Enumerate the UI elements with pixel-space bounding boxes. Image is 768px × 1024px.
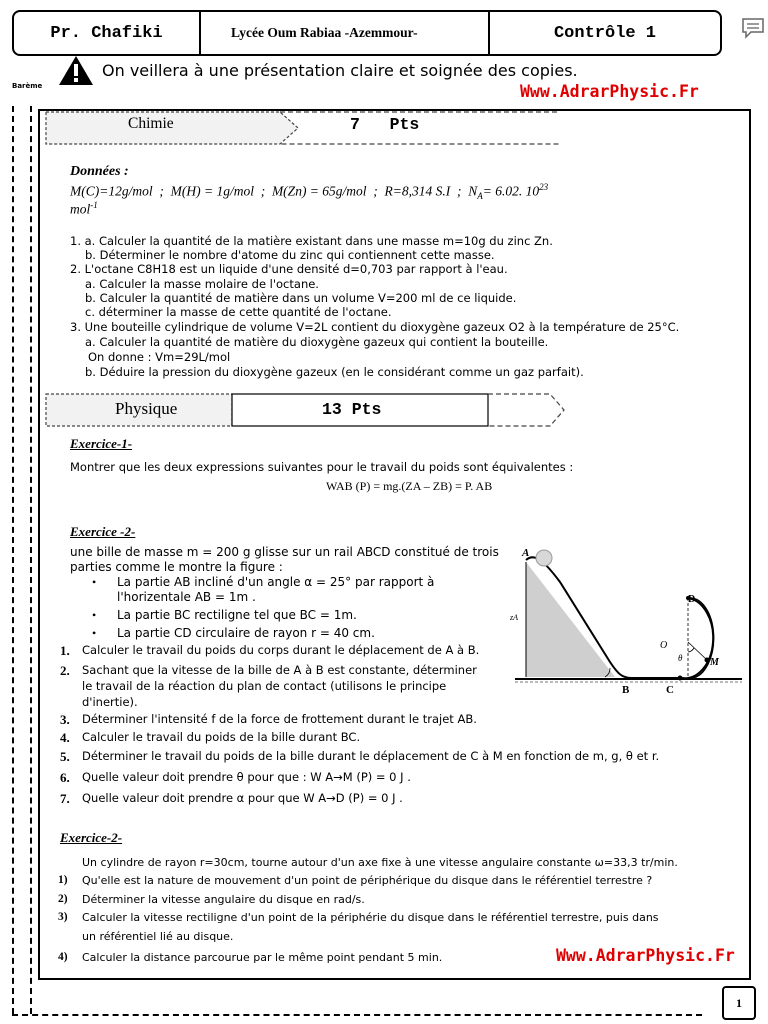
ex2-question: Quelle valeur doit prendre α pour que W A→D (P) = 0 J . — [82, 791, 403, 805]
chimie-q2a: a. Calculer la masse molaire de l'octane. — [85, 277, 319, 291]
figure-label-za: zA — [510, 613, 518, 622]
ex2-question: Calculer le travail du poids du corps durant le déplacement de A à B. — [82, 643, 480, 657]
ex2-intro: parties comme le montre la figure : — [70, 560, 283, 574]
ex1-title: Exercice-1- — [70, 436, 133, 451]
figure-label-c: C — [666, 684, 674, 696]
q-number: 1. — [60, 643, 70, 658]
header-box — [12, 10, 722, 56]
figure-label-b: B — [622, 684, 630, 696]
notice-text: On veillera à une présentation claire et soignée des copies. — [102, 61, 578, 80]
ex2-bullet: La partie CD circulaire de rayon r = 40 cm. — [117, 626, 375, 640]
ex3-question: Déterminer la vitesse angulaire du disque en rad/s. — [82, 893, 365, 906]
ex2-intro: une bille de masse m = 200 g glisse sur un rail ABCD constitué de trois — [70, 545, 499, 559]
donnees-title: Données : — [70, 164, 129, 179]
ex2-bullet: La partie BC rectiligne tel que BC = 1m. — [117, 608, 357, 622]
ex3-title: Exercice-2- — [60, 830, 123, 845]
school-name: Lycée Oum Rabiaa -Azemmour- — [231, 25, 418, 40]
q-number: 4. — [60, 730, 70, 745]
ex2-question: d'inertie). — [82, 695, 138, 709]
ex2-question: Déterminer le travail du poids de la bille durant le déplacement de C à M en fonction de m, g, θ et r. — [82, 749, 660, 763]
ex3-question: Qu'elle est la nature de mouvement d'un point de périphérique du disque dans le référentiel terrestre ? — [82, 874, 653, 887]
q-number: 3) — [58, 911, 68, 923]
ex2-bullet: La partie AB incliné d'un angle α = 25° par rapport à — [117, 575, 435, 589]
page-number: 1 — [722, 986, 756, 1020]
warning-icon — [58, 54, 94, 86]
donnees-line: M(C)=12g/mol ; M(H) = 1g/mol ; M(Zn) = 65g/mol ; R=8,314 S.I ; $N_A= 6.02$. $10^{23}$ — [70, 182, 549, 202]
chimie-q2: 2. L'octane C8H18 est un liquide d'une densité d=0,703 par rapport à l'eau. — [70, 262, 508, 276]
q-number: 5. — [60, 749, 70, 764]
chimie-points: 7 Pts — [350, 115, 420, 134]
q-number: 3. — [60, 712, 70, 727]
chimie-q3: 3. Une bouteille cylindrique de volume V=2L contient du dioxygène gazeux O2 à la température de 25°C. — [70, 320, 680, 334]
bullet: • — [92, 626, 97, 640]
physique-points: 13 Pts — [322, 400, 382, 419]
comment-icon[interactable] — [740, 16, 766, 40]
ex3-question: Calculer la vitesse rectiligne d'un point de la périphérie du disque dans le référentiel terrestre, puis dans — [82, 911, 659, 924]
ex2-question: Quelle valeur doit prendre θ pour que : W A→M (P) = 0 J . — [82, 770, 411, 784]
figure-label-a: A — [522, 547, 530, 559]
chimie-given: On donne : Vm=29L/mol — [88, 350, 231, 364]
website-link-top[interactable]: Www.AdrarPhysic.Fr — [520, 82, 699, 101]
ex2-bullet: l'horizentale AB = 1m . — [117, 590, 256, 604]
exam-title: Contrôle 1 — [553, 23, 657, 43]
chimie-title: Chimie — [128, 115, 174, 132]
chimie-q1b: b. Déterminer le nombre d'atome du zinc qui contiennent cette masse. — [85, 248, 495, 262]
ex2-question: le travail de la réaction du plan de contact (utilisons le principe — [82, 679, 447, 693]
q-number: 4) — [58, 951, 68, 963]
chimie-q1a: 1. a. Calculer la quantité de la matière existant dans une masse m=10g du zinc Zn. — [70, 234, 553, 248]
margin-line — [12, 106, 14, 1014]
figure-label-d: D — [688, 594, 696, 605]
chimie-q2b: b. Calculer la quantité de matière dans un volume V=200 ml de ce liquide. — [85, 291, 517, 305]
figure-label-o: O — [660, 640, 668, 651]
q-number: 6. — [60, 770, 70, 785]
figure-label-theta: θ — [678, 653, 683, 663]
chimie-q2c: c. déterminer la masse de cette quantité de l'octane. — [85, 305, 392, 319]
q-number: 2. — [60, 663, 70, 678]
physique-title: Physique — [115, 399, 178, 418]
ex2-title: Exercice -2- — [70, 524, 136, 539]
chimie-banner — [44, 110, 559, 146]
bullet: • — [92, 608, 97, 622]
website-link-bottom[interactable]: Www.AdrarPhysic.Fr — [556, 946, 735, 965]
ex3-question: un référentiel lié au disque. — [82, 930, 234, 943]
chimie-q3b: b. Déduire la pression du dioxygène gazeux (en le considérant comme un gaz parfait). — [85, 365, 584, 379]
bareme-label: Barème — [12, 82, 43, 90]
q-number: 7. — [60, 791, 70, 806]
ex1-text: Montrer que les deux expressions suivantes pour le travail du poids sont équivalentes : — [70, 460, 574, 474]
q-number: 2) — [58, 893, 68, 905]
bullet: • — [92, 575, 97, 589]
figure-label-m: M — [710, 657, 719, 668]
ex1-formula: WAB (P) = mg.(ZA – ZB) = P. AB — [326, 479, 493, 493]
chimie-q3a: a. Calculer la quantité de matière du dioxygène gazeux qui contient la bouteille. — [85, 335, 549, 349]
ex2-question: Sachant que la vitesse de la bille de A à B est constante, déterminer — [82, 663, 477, 677]
q-number: 1) — [58, 874, 68, 886]
donnees-unit: mol$^{-1}$ — [70, 200, 98, 217]
ex3-question: Calculer la distance parcourue par le même point pendant 5 min. — [82, 951, 443, 964]
rail-figure — [510, 542, 745, 702]
teacher-name: Pr. Chafiki — [50, 23, 163, 43]
ex3-intro: Un cylindre de rayon r=30cm, tourne autour d'un axe fixe à une vitesse angulaire constante ω=33,3 tr/min. — [82, 856, 678, 869]
ex2-question: Calculer le travail du poids de la bille durant BC. — [82, 730, 361, 744]
ex2-question: Déterminer l'intensité f de la force de frottement durant le trajet AB. — [82, 712, 477, 726]
margin-line — [30, 106, 32, 1014]
bottom-line — [12, 1014, 702, 1016]
